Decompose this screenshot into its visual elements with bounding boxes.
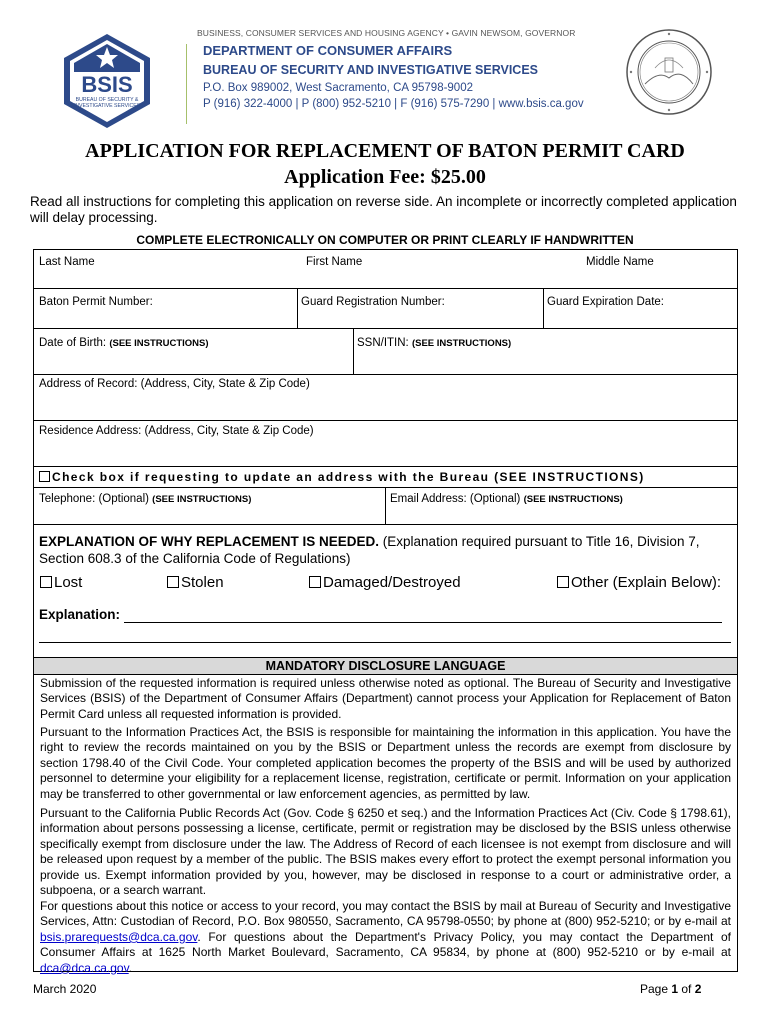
logo-subtext-1: BUREAU OF SECURITY & — [75, 97, 139, 103]
instructions-note: Read all instructions for completing this application on reverse side. An incomplete or incorrectly completed application will delay processing. — [30, 194, 737, 225]
option-lost[interactable]: Lost — [40, 574, 82, 591]
first-name-label: First Name — [306, 256, 363, 268]
telephone-label: Telephone: (Optional) (SEE INSTRUCTIONS) — [39, 493, 252, 505]
disclosure-paragraph-2: Pursuant to the Information Practices Act, the BSIS is responsible for maintaining the information in this application. You have the right to review the records maintained on you by the BSIS or Department unless the records are exempt from disclosure by section 1798.40 of the Civil Code. Your completed application becomes the property of the BSIS and will be used by authorized personnel to determine your eligibility for a replacement license, registration, certificate or permit. Information on your application may be transferred to other governmental or law enforcement agencies, as permitted by law. — [40, 725, 731, 801]
guard-expiration-label: Guard Expiration Date: — [547, 296, 664, 308]
logo-subtext-2: INVESTIGATIVE SERVICES — [73, 103, 141, 109]
header-divider — [186, 44, 187, 124]
update-address-checkbox-row — [39, 470, 645, 484]
state-seal — [625, 28, 713, 116]
disclosure-paragraph-4: For questions about this notice or access to your record, you may contact the BSIS by mail at Bureau of Security and Investigative Services, Attn: Custodian of Record, P.O. Box 980550, Sacramento, CA 95798-0550; by phone at (800) 952-5210; or by e-mail at bsis.prarequests@dca.ca.gov. For questions about the Department's Privacy Policy, you may contact the Department of Consumer Affairs at 1625 North Market Boulevard, Sacramento, CA 95834, by phone at (800) 952-5210 or by e-mail at dca@dca.ca.gov. — [40, 899, 731, 975]
agency-line: BUSINESS, CONSUMER SERVICES AND HOUSING AGENCY • GAVIN NEWSOM, GOVERNOR — [197, 28, 576, 38]
disclosure-paragraph-1: Submission of the requested information is required unless otherwise noted as optional. The Bureau of Security and Investigative Services (BSIS) of the Department of Consumer Affairs (Department) cannot process your Application for Replacement of Baton Permit Card unless all requested information is provided. — [40, 676, 731, 721]
address-of-record-label: Address of Record: (Address, City, State & Zip Code) — [39, 378, 310, 390]
department-name: DEPARTMENT OF CONSUMER AFFAIRS — [203, 43, 453, 58]
bureau-name: BUREAU OF SECURITY AND INVESTIGATIVE SERVICES — [203, 63, 539, 77]
dca-email-link[interactable]: dca@dca.ca.gov — [40, 960, 129, 975]
update-address-checkbox[interactable] — [39, 471, 50, 482]
explanation-line-2[interactable] — [39, 642, 731, 643]
disclosure-heading: MANDATORY DISCLOSURE LANGUAGE — [34, 658, 737, 675]
form-title: APPLICATION FOR REPLACEMENT OF BATON PERMIT CARD — [85, 140, 685, 162]
other-checkbox[interactable] — [557, 576, 569, 588]
stolen-checkbox[interactable] — [167, 576, 179, 588]
ssn-see-instructions: (SEE INSTRUCTIONS) — [411, 338, 512, 349]
dob-label: Date of Birth: (SEE INSTRUCTIONS) — [39, 337, 209, 349]
telephone-see-instructions: (SEE INSTRUCTIONS) — [152, 494, 252, 505]
email-label: Email Address: (Optional) (SEE INSTRUCTIONS) — [390, 493, 623, 505]
update-address-label: Check box if requesting to update an address with the Bureau (SEE INSTRUCTIONS) — [52, 470, 645, 484]
baton-permit-label: Baton Permit Number: — [39, 296, 153, 308]
guard-registration-label: Guard Registration Number: — [301, 296, 445, 308]
option-damaged[interactable]: Damaged/Destroyed — [309, 574, 461, 591]
disclosure-section — [33, 658, 738, 975]
bureau-address: P.O. Box 989002, West Sacramento, CA 95798-9002 — [203, 82, 473, 94]
residence-address-label: Residence Address: (Address, City, State & Zip Code) — [39, 425, 314, 437]
disclosure-paragraph-3: Pursuant to the California Public Records Act (Gov. Code § 6250 et seq.) and the Information Practices Act (Civ. Code § 1798.61), information about persons possessing a license, certificate, permit or registration may be disclosed by the BSIS unless otherwise specifically exempt from disclosure under the law. The Address of Record of each licensee is not exempt from disclosure and will be released upon request by a member of the public. The BSIS makes every effort to protect the exempt personal information you provide us. Exempt information provided by you, however, may be disclosed in response to a court or administrative order, a subpoena, or a search warrant. — [40, 806, 731, 898]
explanation-heading: EXPLANATION OF WHY REPLACEMENT IS NEEDED. (Explanation required pursuant to Title 16, Division 7, Section 608.3 of the California Code of Regulations) — [39, 534, 700, 566]
explanation-label: Explanation: — [39, 607, 121, 622]
dob-see-instructions: (SEE INSTRUCTIONS) — [109, 338, 209, 349]
ssn-label: SSN/ITIN: (SEE INSTRUCTIONS) — [357, 337, 512, 349]
lost-checkbox[interactable] — [40, 576, 52, 588]
bureau-phones: P (916) 322-4000 | P (800) 952-5210 | F (916) 575-7290 | www.bsis.ca.gov — [203, 98, 584, 110]
revision-date: March 2020 — [33, 982, 97, 996]
explanation-line-1[interactable] — [124, 622, 722, 623]
last-name-label: Last Name — [39, 256, 95, 268]
damaged-checkbox[interactable] — [309, 576, 321, 588]
option-other[interactable]: Other (Explain Below): — [557, 574, 721, 591]
logo-text: BSIS — [81, 72, 133, 97]
option-stolen[interactable]: Stolen — [167, 574, 224, 591]
email-see-instructions: (SEE INSTRUCTIONS) — [523, 494, 623, 505]
bsis-logo — [58, 32, 156, 130]
page-number: Page 1 of 2 — [640, 982, 702, 996]
application-form — [33, 249, 738, 658]
complete-note: COMPLETE ELECTRONICALLY ON COMPUTER OR PRINT CLEARLY IF HANDWRITTEN — [136, 233, 634, 247]
bsis-pra-email-link[interactable]: bsis.prarequests@dca.ca.gov — [40, 929, 198, 944]
middle-name-label: Middle Name — [586, 256, 654, 268]
application-fee: Application Fee: $25.00 — [284, 166, 486, 188]
